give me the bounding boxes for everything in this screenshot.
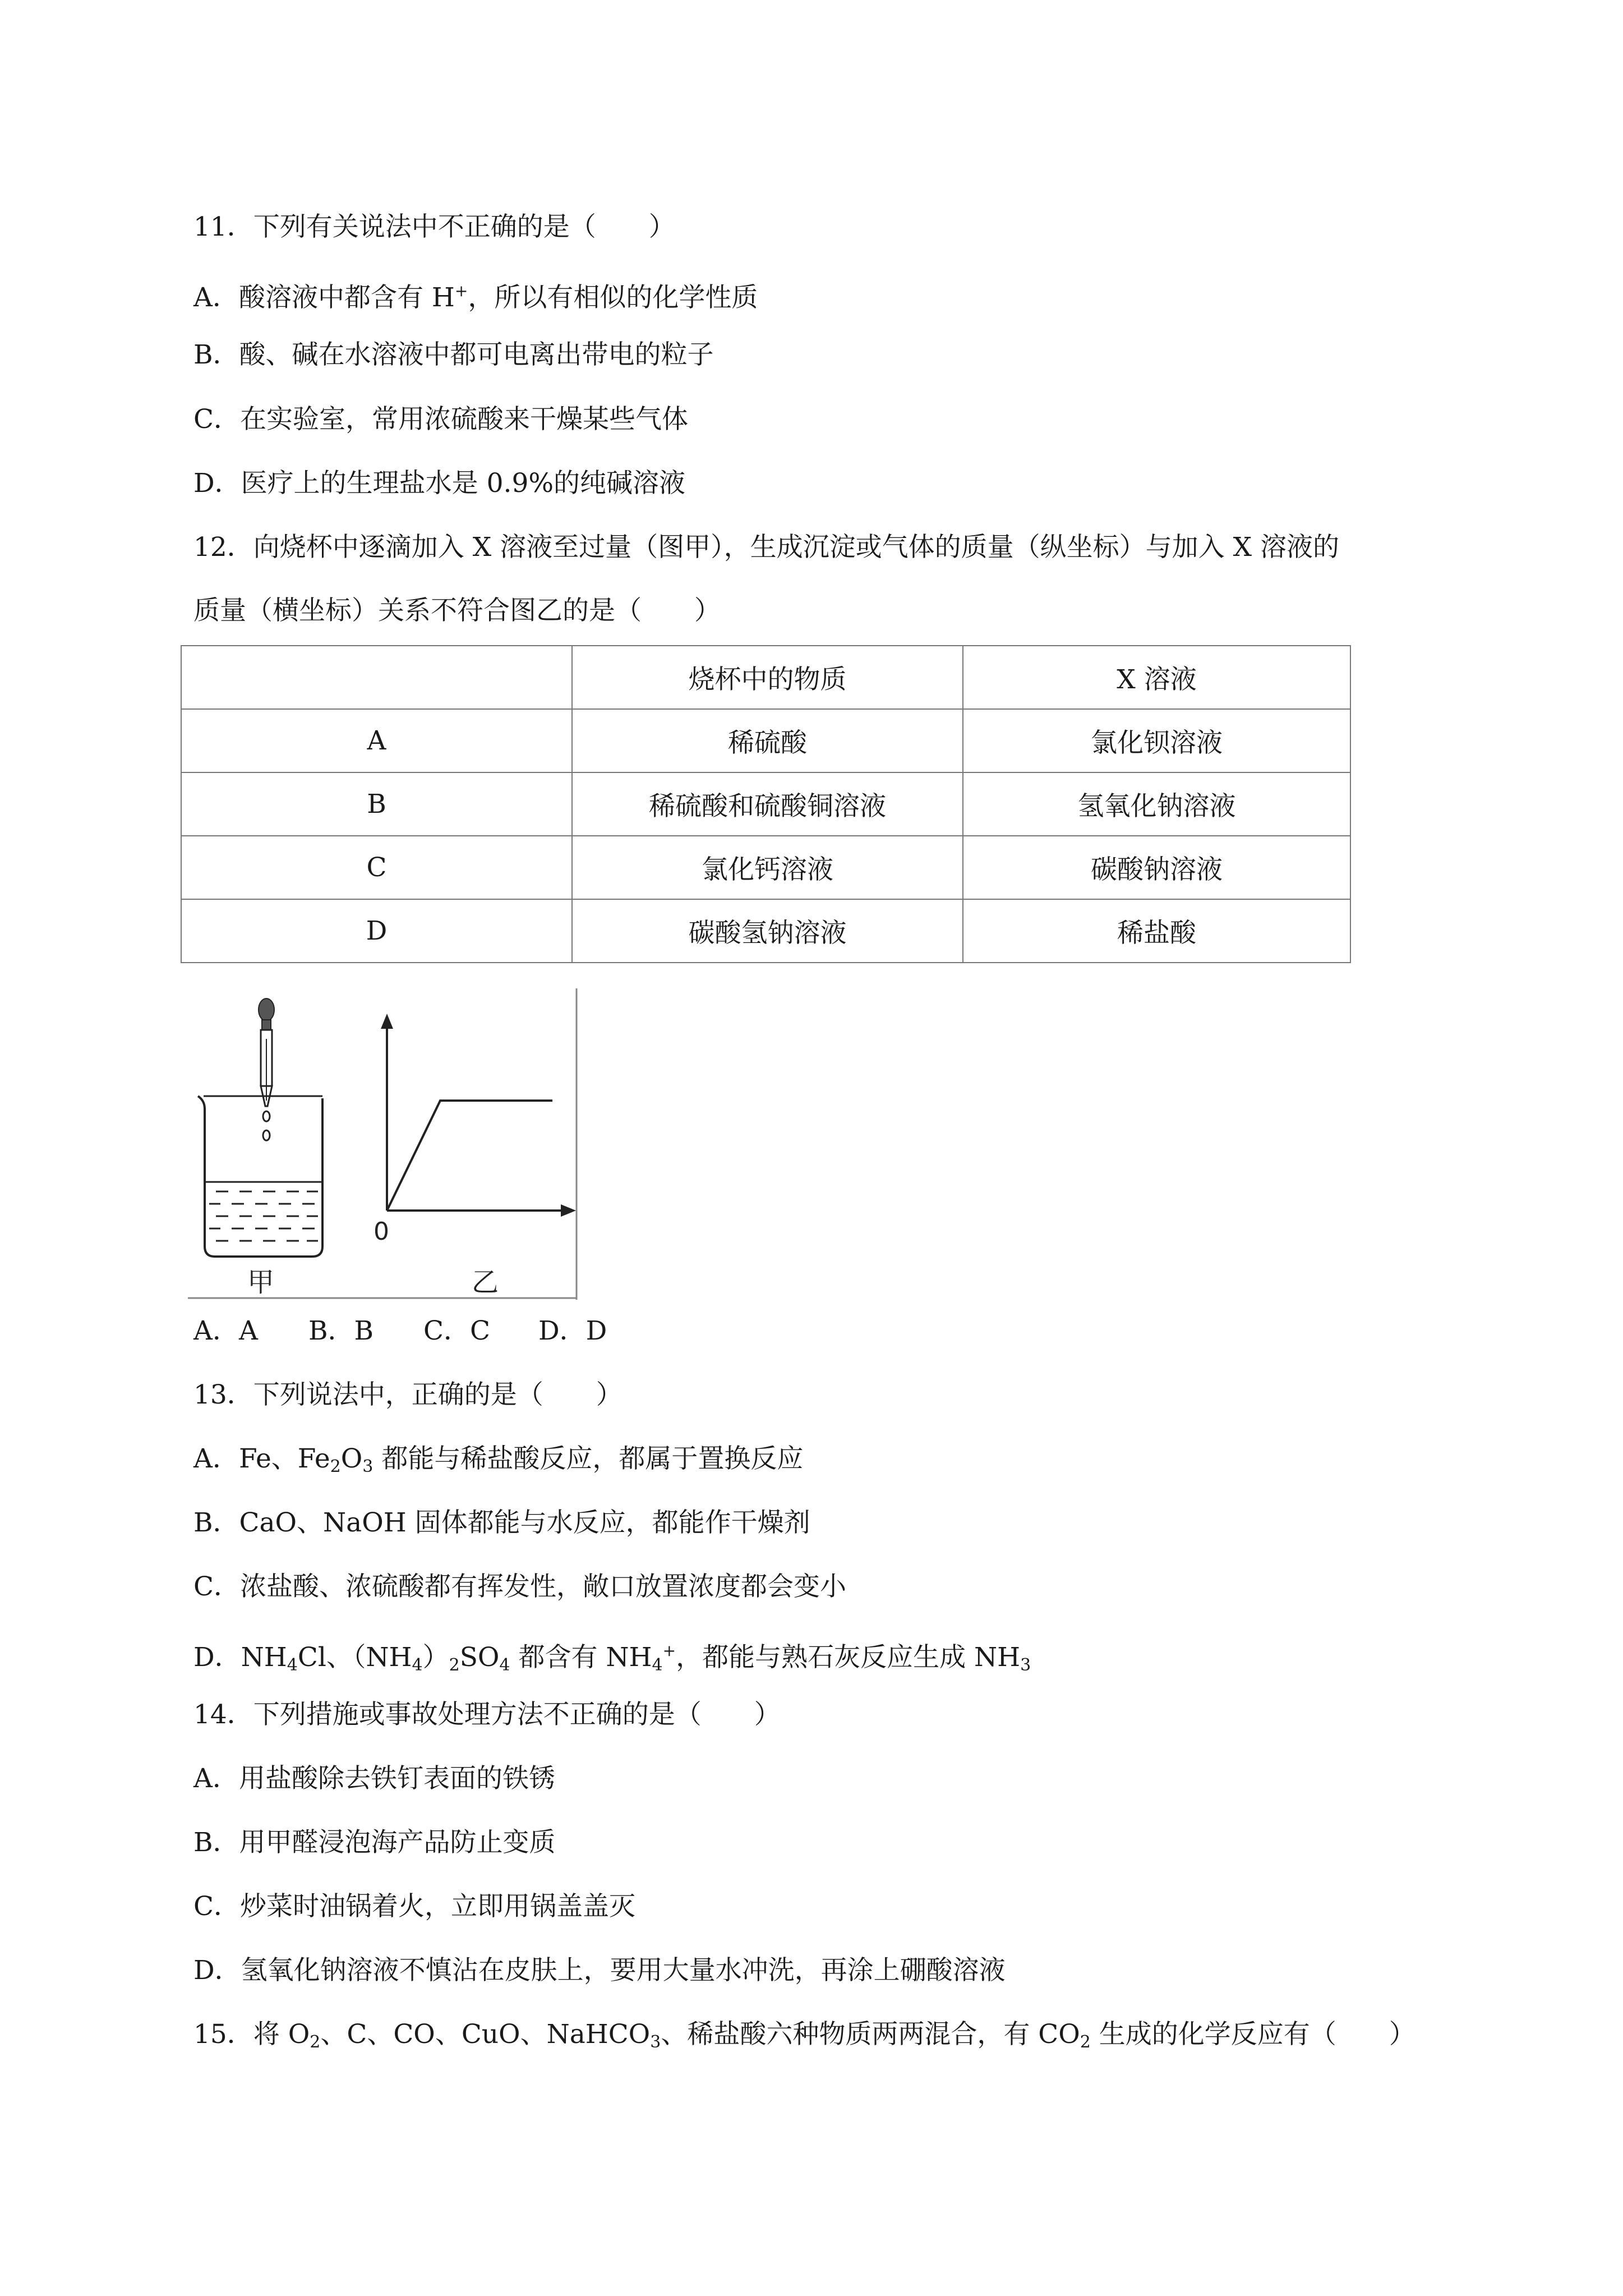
q12-stem-line2: 质量（横坐标）关系不符合图乙的是（ ） (193, 595, 721, 626)
table-cell: 碳酸氢钠溶液 (572, 899, 963, 963)
q13-option-a: A．Fe、$Fe_2O_3$ 都能与稀盐酸反应，都属于置换反应 (193, 1443, 804, 1476)
dropper-icon (259, 999, 274, 1106)
q11-option-b: B．酸、碱在水溶液中都可电离出带电的粒子 (193, 339, 714, 370)
q11-stem: 11．下列有关说法中不正确的是（ ） (193, 211, 675, 242)
q12-table (181, 645, 1351, 963)
figure-label-yi: 乙 (471, 1267, 499, 1298)
q12-figure-svg (188, 988, 580, 1300)
table-row (181, 836, 1350, 899)
q14-option-b: B．用甲醛浸泡海产品防止变质 (193, 1827, 556, 1858)
q13-option-d: D．$NH_4Cl$、$(NH_4)_2SO_4$ 都含有 $NH_4^+$，都能与熟石灰反应生成 $NH_3$ (193, 1641, 1031, 1675)
q12-option-a: A．A (193, 1315, 258, 1346)
q11-option-c: C．在实验室，常用浓硫酸来干燥某些气体 (193, 404, 688, 435)
q13-option-b: B．CaO、NaOH 固体都能与水反应，都能作干燥剂 (193, 1507, 810, 1538)
q14-stem: 14．下列措施或事故处理方法不正确的是（ ） (193, 1699, 781, 1730)
table-row (181, 709, 1350, 772)
table-row (181, 772, 1350, 836)
table-cell: C (181, 836, 572, 899)
table-cell: 稀硫酸和硫酸铜溶液 (572, 772, 963, 836)
table-cell: B (181, 772, 572, 836)
q12-option-c: C．C (423, 1315, 490, 1346)
q12-stem-line1: 12．向烧杯中逐滴加入 X 溶液至过量（图甲），生成沉淀或气体的质量（纵坐标）与加入 X 溶液的 (193, 532, 1339, 563)
table-row (181, 899, 1350, 963)
q12-options (193, 1313, 607, 1349)
table-cell: 氯化钙溶液 (572, 836, 963, 899)
q15-stem: 15．将 $O_2$、C、CO、CuO、NaHCO$_3$、稀盐酸六种物质两两混合，有 $CO_2$ 生成的化学反应有（ ） (193, 2019, 1415, 2052)
table-cell: 稀硫酸 (572, 709, 963, 772)
table-header-row (181, 646, 1350, 709)
table-cell: A (181, 709, 572, 772)
q11-option-a: A．酸溶液中都含有 H+，所以有相似的化学性质 (193, 282, 758, 313)
table-cell: X 溶液 (963, 646, 1350, 709)
table-cell: 稀盐酸 (963, 899, 1350, 963)
q13-option-c: C．浓盐酸、浓硫酸都有挥发性，敞口放置浓度都会变小 (193, 1571, 846, 1602)
graph-origin-label: 0 (374, 1217, 389, 1246)
q11-option-d: D．医疗上的生理盐水是 0.9%的纯碱溶液 (193, 468, 686, 499)
graph-axes (381, 1014, 576, 1217)
q12-option-d: D．D (538, 1315, 607, 1346)
table-cell: 氢氧化钠溶液 (963, 772, 1350, 836)
drop-icon (263, 1130, 270, 1140)
table-cell: D (181, 899, 572, 963)
table-cell: 碳酸钠溶液 (963, 836, 1350, 899)
q14-option-d: D．氢氧化钠溶液不慎沾在皮肤上，要用大量水冲洗，再涂上硼酸溶液 (193, 1955, 1006, 1986)
q12-option-b: B．B (308, 1315, 374, 1346)
q14-option-a: A．用盐酸除去铁钉表面的铁锈 (193, 1763, 555, 1794)
table-cell (181, 646, 572, 709)
figure-label-jia: 甲 (247, 1267, 275, 1298)
table-cell: 烧杯中的物质 (572, 646, 963, 709)
graph-curve (387, 1101, 552, 1211)
drop-icon (263, 1111, 270, 1121)
q14-option-c: C．炒菜时油锅着火，立即用锅盖盖灭 (193, 1891, 635, 1922)
table-cell: 氯化钡溶液 (963, 709, 1350, 772)
q13-stem: 13．下列说法中，正确的是（ ） (193, 1379, 623, 1410)
q12-figure (188, 988, 580, 1300)
beaker-icon (198, 1096, 322, 1257)
